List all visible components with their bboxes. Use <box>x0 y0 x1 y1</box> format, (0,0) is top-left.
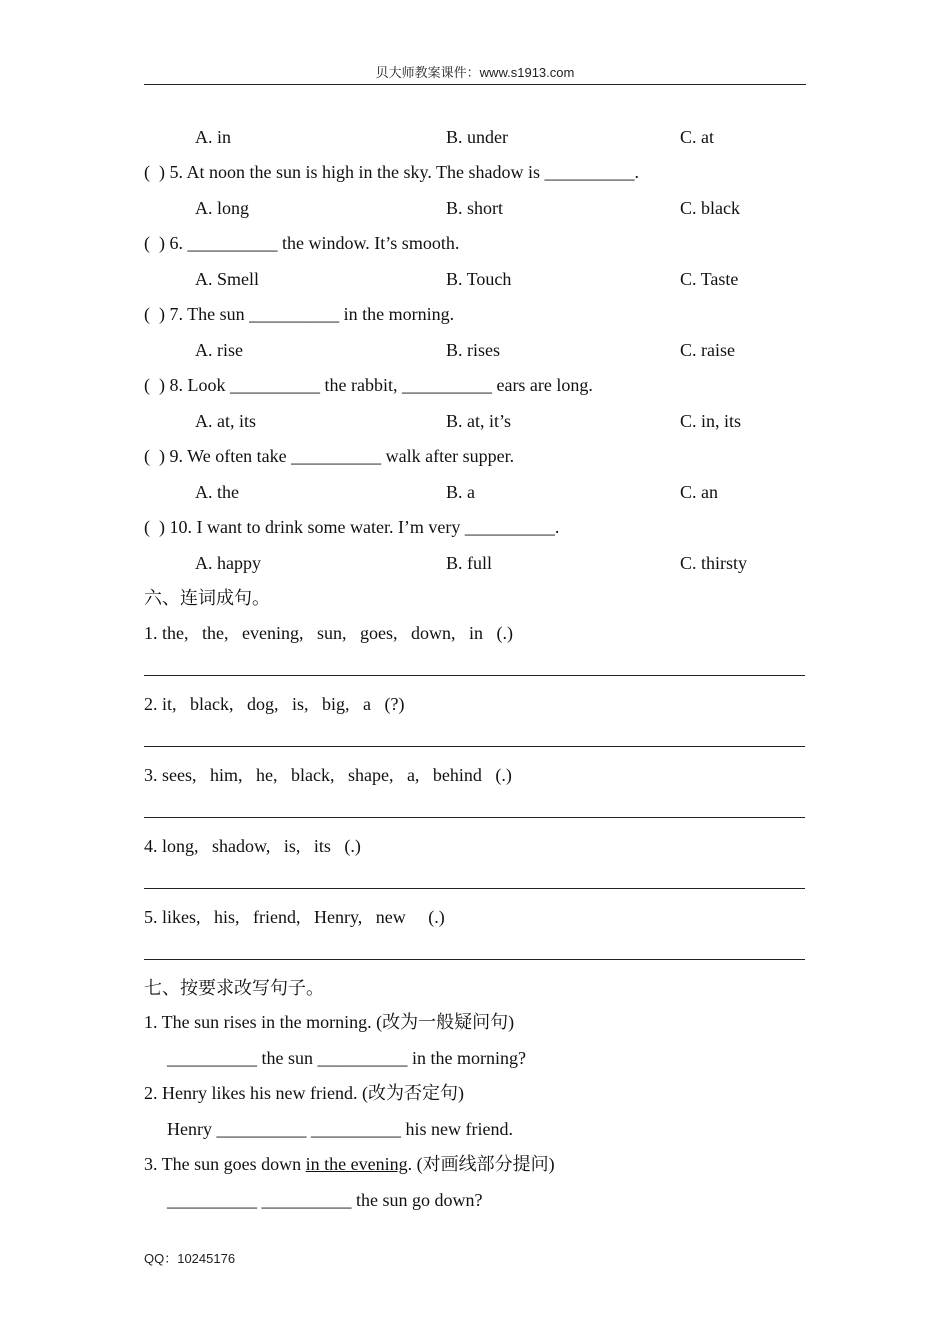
option-b: B. under <box>446 127 508 147</box>
answer-line <box>144 817 805 818</box>
option-a: A. Smell <box>195 269 260 289</box>
rewrite-prompt: 1. The sun rises in the morning. (改为一般疑问句) <box>144 1012 515 1032</box>
option-c: C. black <box>680 198 740 218</box>
option-b: B. full <box>446 553 493 573</box>
header-rule <box>144 84 806 85</box>
option-b: B. Touch <box>446 269 512 289</box>
word-list: 4. long, shadow, is, its (.) <box>144 836 361 856</box>
option-a: A. the <box>195 482 239 502</box>
option-a: A. rise <box>195 340 243 360</box>
rewrite-prompt: 2. Henry likes his new friend. (改为否定句) <box>144 1083 464 1103</box>
option-b: B. a <box>446 482 475 502</box>
word-list: 2. it, black, dog, is, big, a (?) <box>144 694 405 714</box>
rewrite-answer: __________ __________ the sun go down? <box>167 1190 483 1210</box>
option-a: A. at, its <box>195 411 256 431</box>
word-list: 5. likes, his, friend, Henry, new (.) <box>144 907 445 927</box>
word-list: 1. the, the, evening, sun, goes, down, in (.) <box>144 623 513 643</box>
page-footer: QQ：10245176 <box>144 1251 236 1266</box>
option-b: B. short <box>446 198 504 218</box>
rewrite-answer: __________ the sun __________ in the morning? <box>167 1048 526 1068</box>
option-c: C. at <box>680 127 714 147</box>
underlined-phrase: in the evening <box>305 1154 408 1174</box>
answer-line <box>144 888 805 889</box>
option-b: B. rises <box>446 340 500 360</box>
option-c: C. thirsty <box>680 553 748 573</box>
section-title: 七、按要求改写句子。 <box>144 978 324 998</box>
question-stem: ( ) 8. Look __________ the rabbit, __________ ears are long. <box>144 375 593 395</box>
answer-line <box>144 959 805 960</box>
answer-line <box>144 746 805 747</box>
rewrite-prompt <box>144 1152 555 1176</box>
option-c: C. in, its <box>680 411 742 431</box>
option-a: A. happy <box>195 553 261 573</box>
question-stem: ( ) 7. The sun __________ in the morning. <box>144 304 455 324</box>
option-b: B. at, it’s <box>446 411 512 431</box>
option-a: A. long <box>195 198 249 218</box>
word-list: 3. sees, him, he, black, shape, a, behind (.) <box>144 765 512 785</box>
rewrite-answer: Henry __________ __________ his new friend. <box>167 1119 513 1139</box>
question-stem: ( ) 10. I want to drink some water. I’m very __________. <box>144 517 560 537</box>
prompt-text: 3. The sun goes down <box>144 1154 306 1174</box>
answer-line <box>144 675 805 676</box>
option-c: C. Taste <box>680 269 739 289</box>
page-header: 贝大师教案课件：www.s1913.com <box>375 65 575 80</box>
option-c: C. raise <box>680 340 735 360</box>
question-stem: ( ) 6. __________ the window. It’s smooth. <box>144 233 460 253</box>
option-a: A. in <box>195 127 231 147</box>
section-title: 六、连词成句。 <box>144 588 270 608</box>
question-stem: ( ) 5. At noon the sun is high in the sky. The shadow is __________. <box>144 162 639 182</box>
option-c: C. an <box>680 482 718 502</box>
question-stem: ( ) 9. We often take __________ walk after supper. <box>144 446 515 466</box>
prompt-text: . (对画线部分提问) <box>407 1154 555 1174</box>
